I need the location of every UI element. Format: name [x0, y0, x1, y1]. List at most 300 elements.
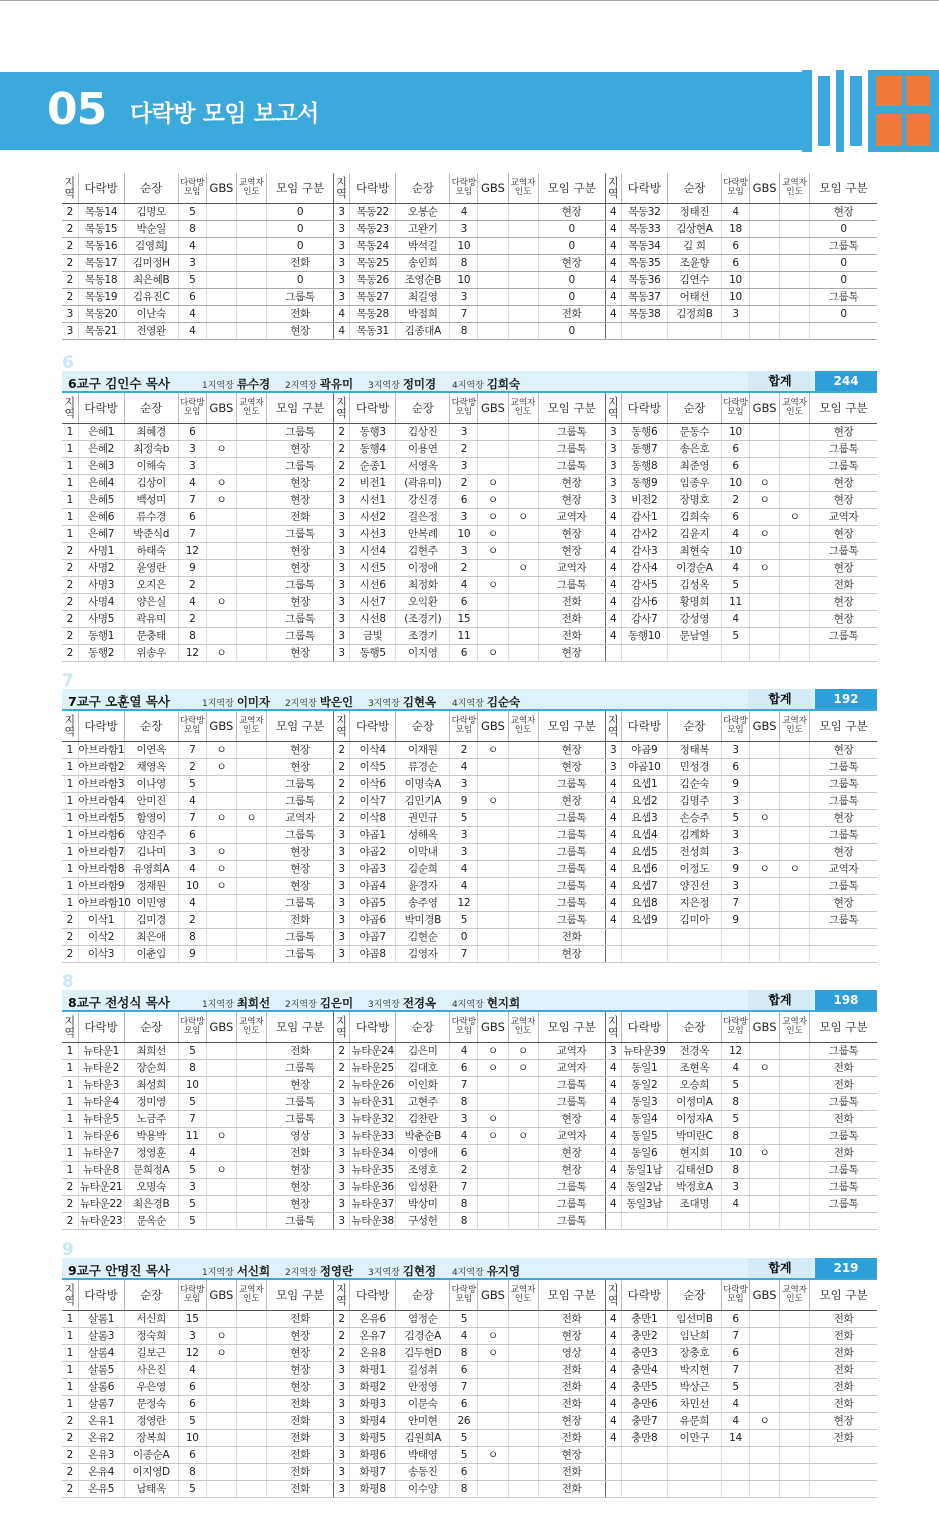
column-header-leader [667, 1280, 721, 1310]
table-cell: 3 [334, 491, 350, 508]
page-title: 다락방 모임 보고서 [130, 101, 319, 127]
table-cell: 전화 [538, 627, 605, 644]
table-cell: 2 [62, 593, 78, 610]
column-header-count [721, 393, 749, 423]
table-cell: 김나미 [124, 843, 178, 860]
table-cell: 민성경 [667, 758, 721, 775]
zone-leader-name: 김은미 [319, 996, 354, 1010]
table-cell: 4 [605, 809, 621, 826]
table-cell: 그룹톡 [266, 423, 333, 440]
table-cell: 3 [721, 843, 749, 860]
table-row [62, 877, 877, 894]
column-header-region [62, 393, 78, 423]
table-cell: 1 [62, 894, 78, 911]
table-cell [780, 1327, 810, 1344]
table-cell: 0 [538, 237, 605, 254]
table-cell: 감사2 [621, 525, 667, 542]
table-cell: 4 [721, 610, 749, 627]
table-cell: 3 [450, 826, 478, 843]
table-cell: 이삭5 [350, 758, 396, 775]
table-cell: 4 [178, 593, 206, 610]
table-cell: 4 [605, 1395, 621, 1412]
table-cell: 그룹톡 [810, 440, 877, 457]
table-cell: 2 [334, 741, 350, 758]
table-cell: 9 [721, 911, 749, 928]
table-cell: 이해숙 [124, 457, 178, 474]
table-cell: 야곱2 [350, 843, 396, 860]
table-cell: 10 [450, 525, 478, 542]
table-cell [508, 1412, 538, 1429]
table-cell: 2 [62, 911, 78, 928]
district-title: 9교구 안명진 목사 [68, 1263, 170, 1278]
table-cell: 문충태 [124, 627, 178, 644]
table-cell [478, 911, 508, 928]
table-cell [780, 741, 810, 758]
table-cell [236, 1361, 266, 1378]
table-cell: 4 [605, 911, 621, 928]
table-cell: 오명숙 [124, 1178, 178, 1195]
table-cell [750, 911, 780, 928]
table-row [62, 1144, 877, 1161]
table-cell [508, 741, 538, 758]
column-header-count [178, 393, 206, 423]
table-cell: 함영이 [124, 809, 178, 826]
table-cell [236, 1395, 266, 1412]
table-cell [780, 1059, 810, 1076]
table-cell: 야곱7 [350, 928, 396, 945]
table-cell [236, 288, 266, 305]
table-cell: 이만구 [667, 1429, 721, 1446]
table-cell: 목동18 [78, 271, 124, 288]
table-cell [478, 809, 508, 826]
table-cell: 전화 [538, 1463, 605, 1480]
table-cell: 15 [178, 1310, 206, 1327]
table-cell [478, 894, 508, 911]
column-header-text: 다락방 모임 [179, 177, 205, 197]
table-cell: ㅇ [750, 1144, 780, 1161]
table-cell [508, 254, 538, 271]
table-cell [236, 440, 266, 457]
column-header-leader [124, 1280, 178, 1310]
table-cell [810, 1446, 877, 1463]
column-header-text: 지역 [607, 395, 619, 420]
table-cell: 4 [178, 792, 206, 809]
table-cell: 정영훈 [124, 1144, 178, 1161]
column-header-evangel [508, 711, 538, 741]
table-cell [750, 254, 780, 271]
table-cell: 영상 [266, 1127, 333, 1144]
column-header-text: GBS [752, 400, 777, 415]
table-cell: 4 [605, 593, 621, 610]
table-cell: 5 [721, 1076, 749, 1093]
table-cell: 12 [178, 542, 206, 559]
table-cell: 3 [334, 911, 350, 928]
table-cell: 0 [266, 237, 333, 254]
column-header-leader [124, 1012, 178, 1042]
table-cell: 3 [334, 203, 350, 220]
table-cell: ㅇ [206, 843, 236, 860]
table-cell: 2 [450, 1161, 478, 1178]
table-cell [236, 1327, 266, 1344]
table-cell: 이연옥 [124, 741, 178, 758]
table-cell [667, 928, 721, 945]
column-header-kind [266, 1012, 333, 1042]
table-cell [780, 237, 810, 254]
zone-leader-name: 김희숙 [486, 377, 521, 391]
table-row [62, 1395, 877, 1412]
table-cell: 김윤지 [667, 525, 721, 542]
table-cell: 4 [450, 1042, 478, 1059]
table-cell: 동일2 [621, 1076, 667, 1093]
zone-leader [202, 694, 270, 710]
table-cell: 3 [334, 508, 350, 525]
table-cell: 6 [721, 508, 749, 525]
table-cell [508, 542, 538, 559]
table-cell: 3 [62, 305, 78, 322]
table-cell [750, 1178, 780, 1195]
table-cell: 현장 [810, 474, 877, 491]
table-cell: 3 [334, 220, 350, 237]
table-cell [780, 843, 810, 860]
table-cell [236, 860, 266, 877]
column-header-count [450, 1012, 478, 1042]
table-cell [780, 1042, 810, 1059]
table-cell: 이민영 [124, 894, 178, 911]
table-cell: 현장 [810, 491, 877, 508]
table-cell: 현장 [266, 491, 333, 508]
table-cell: 최성희 [124, 1076, 178, 1093]
table-cell: 3 [721, 792, 749, 809]
table-cell: 2 [62, 1429, 78, 1446]
table-cell [780, 322, 810, 339]
table-cell: 5 [450, 809, 478, 826]
table-cell: 2 [62, 203, 78, 220]
table-cell: 살롬4 [78, 1344, 124, 1361]
table-cell: 1 [62, 809, 78, 826]
district-table [62, 1012, 877, 1230]
table-cell: 3 [334, 1412, 350, 1429]
table-cell: 4 [178, 322, 206, 339]
table-cell: 은혜2 [78, 440, 124, 457]
table-cell: 4 [178, 894, 206, 911]
table-cell [478, 593, 508, 610]
table-cell: 그룹톡 [810, 826, 877, 843]
table-cell: 현장 [810, 559, 877, 576]
table-cell: 4 [605, 220, 621, 237]
table-cell: 김원희A [396, 1429, 450, 1446]
table-cell: 현장 [266, 542, 333, 559]
table-cell: 26 [450, 1412, 478, 1429]
column-header-gbs [750, 1012, 780, 1042]
table-cell: 김두현D [396, 1344, 450, 1361]
table-cell [508, 758, 538, 775]
table-cell: 오봉순 [396, 203, 450, 220]
table-cell [236, 593, 266, 610]
table-cell: ㅇ [206, 644, 236, 661]
column-header-leader [667, 393, 721, 423]
table-cell: 8 [178, 1059, 206, 1076]
column-header-count [721, 173, 749, 203]
table-cell [780, 474, 810, 491]
table-cell [780, 305, 810, 322]
table-cell: 손승주 [667, 809, 721, 826]
table-cell: 3 [334, 1093, 350, 1110]
column-header-text: GBS [481, 1019, 505, 1034]
table-cell: 2 [62, 576, 78, 593]
table-cell [780, 1446, 810, 1463]
column-header-text: 다락방 모임 [723, 1016, 748, 1036]
table-cell [236, 627, 266, 644]
table-cell: 동일3 [621, 1093, 667, 1110]
table-cell [780, 1378, 810, 1395]
table-header-row [62, 1012, 877, 1042]
table-cell: 5 [178, 271, 206, 288]
table-cell [780, 758, 810, 775]
table-cell: 3 [334, 945, 350, 962]
table-cell: 전화 [810, 1344, 877, 1361]
table-cell: 7 [178, 741, 206, 758]
table-cell: 김정희B [667, 305, 721, 322]
table-cell: 4 [605, 826, 621, 843]
table-cell [236, 220, 266, 237]
table-cell: 이삭2 [78, 928, 124, 945]
table-cell: 2 [178, 610, 206, 627]
column-header-region [334, 1280, 350, 1310]
zone-leader-name: 유지영 [486, 1264, 521, 1278]
table-cell [780, 593, 810, 610]
column-header-text: 다락방 모임 [723, 177, 748, 197]
table-cell: 윤경자 [396, 877, 450, 894]
table-cell [508, 220, 538, 237]
table-cell: 현장 [538, 1144, 605, 1161]
table-cell [508, 491, 538, 508]
column-header-count [450, 393, 478, 423]
district-title: 6교구 김인수 목사 [68, 376, 170, 391]
table-cell: 위송우 [124, 644, 178, 661]
table-cell [750, 627, 780, 644]
table-row [62, 305, 877, 322]
table-cell: 3 [334, 1127, 350, 1144]
table-cell: 8 [450, 1212, 478, 1229]
table-cell [236, 1344, 266, 1361]
column-header-gbs [478, 1012, 508, 1042]
table-cell: 4 [605, 1059, 621, 1076]
table-cell: 아브라함7 [78, 843, 124, 860]
table-cell [236, 1042, 266, 1059]
table-row [62, 1361, 877, 1378]
table-cell: 이삭4 [350, 741, 396, 758]
table-cell: 그룹톡 [810, 288, 877, 305]
table-cell [780, 627, 810, 644]
table-cell: 살롬3 [78, 1327, 124, 1344]
table-cell: 3 [334, 894, 350, 911]
table-cell: 현장 [810, 593, 877, 610]
table-cell: 최희선 [124, 1042, 178, 1059]
column-header-text: GBS [481, 718, 505, 733]
table-cell: 전화 [810, 1059, 877, 1076]
table-cell: 성해옥 [396, 826, 450, 843]
table-cell: 양진주 [124, 826, 178, 843]
table-row [62, 1429, 877, 1446]
table-cell [206, 1361, 236, 1378]
table-cell [236, 945, 266, 962]
table-cell: 전화 [266, 1395, 333, 1412]
table-cell [750, 792, 780, 809]
table-cell: 전화 [266, 508, 333, 525]
column-header-text: 다락방 모임 [179, 397, 205, 417]
table-cell [605, 928, 621, 945]
district-table [62, 711, 877, 963]
table-cell: 아브라함5 [78, 809, 124, 826]
column-header-text: 다락방 [356, 1019, 390, 1034]
table-cell: 문정숙 [124, 1395, 178, 1412]
table-cell: 조영순B [396, 271, 450, 288]
table-cell: 3 [450, 508, 478, 525]
table-cell: 4 [178, 1361, 206, 1378]
table-cell: 2 [62, 1412, 78, 1429]
zone-label: 4지역장 [452, 381, 484, 391]
table-cell [508, 305, 538, 322]
table-cell: 현장 [266, 1327, 333, 1344]
table-cell: 유문희 [667, 1412, 721, 1429]
table-cell [236, 911, 266, 928]
table-cell: 3 [178, 254, 206, 271]
table-cell: 전화 [538, 593, 605, 610]
table-cell [721, 1446, 749, 1463]
table-cell: 김현주 [396, 542, 450, 559]
table-cell: 김영자 [396, 945, 450, 962]
table-cell: 비전1 [350, 474, 396, 491]
table-cell: 충만5 [621, 1378, 667, 1395]
table-cell: 현장 [810, 894, 877, 911]
table-cell: 6 [450, 593, 478, 610]
zone-leader-name: 박은인 [319, 695, 354, 709]
table-cell: 3 [334, 627, 350, 644]
table-cell: 하태숙 [124, 542, 178, 559]
column-header-text: 모임 구분 [275, 718, 325, 733]
table-cell: 목동27 [350, 288, 396, 305]
table-cell: 4 [605, 1178, 621, 1195]
column-header-text: 교역자 인도 [239, 177, 264, 197]
zone-leader [202, 376, 270, 392]
table-cell [236, 644, 266, 661]
table-cell: 이삭8 [350, 809, 396, 826]
column-header-count [450, 1280, 478, 1310]
table-cell: 이영애 [396, 1144, 450, 1161]
table-cell: 최정화 [396, 576, 450, 593]
table-cell [780, 1361, 810, 1378]
table-cell: 7 [450, 1076, 478, 1093]
table-cell: 10 [450, 271, 478, 288]
table-cell: 4 [605, 877, 621, 894]
table-cell: 1 [62, 877, 78, 894]
table-cell: 목동34 [621, 237, 667, 254]
table-cell: ㅇ [478, 792, 508, 809]
table-cell [478, 1429, 508, 1446]
table-cell: 동일3남 [621, 1195, 667, 1212]
table-cell: 6 [178, 508, 206, 525]
table-cell: 4 [721, 1412, 749, 1429]
table-cell: 그룹톡 [810, 237, 877, 254]
table-cell: 요셉3 [621, 809, 667, 826]
total-label: 합계 [748, 1258, 812, 1278]
zone-label: 4지역장 [452, 699, 484, 709]
table-cell: 감사6 [621, 593, 667, 610]
column-header-evangel [780, 1012, 810, 1042]
table-cell [780, 254, 810, 271]
table-cell: ㅇ [478, 1042, 508, 1059]
table-cell: 5 [178, 203, 206, 220]
table-cell: ㅇ [478, 525, 508, 542]
table-cell: 사명5 [78, 610, 124, 627]
table-cell [236, 474, 266, 491]
table-cell: 야곱3 [350, 860, 396, 877]
table-cell [478, 220, 508, 237]
table-row [62, 911, 877, 928]
table-cell: 김순희 [396, 860, 450, 877]
table-cell: 목동24 [350, 237, 396, 254]
table-cell: 6 [178, 1395, 206, 1412]
table-cell: 현장 [538, 644, 605, 661]
table-row [62, 576, 877, 593]
table-cell: 뉴타운1 [78, 1042, 124, 1059]
table-cell: 3 [605, 741, 621, 758]
table-cell: 2 [334, 1310, 350, 1327]
table-cell: 9 [178, 945, 206, 962]
table-cell: 김연수 [667, 271, 721, 288]
table-cell: ㅇ [508, 1059, 538, 1076]
table-cell: 전성희 [667, 843, 721, 860]
table-cell [780, 457, 810, 474]
column-header-gbs [206, 393, 236, 423]
table-cell: 김현순 [396, 928, 450, 945]
table-cell [810, 1480, 877, 1497]
zone-leader [452, 376, 520, 392]
table-cell: ㅇ [478, 1344, 508, 1361]
table-row [62, 559, 877, 576]
table-cell: 2 [62, 1446, 78, 1463]
table-cell: 조영호 [396, 1161, 450, 1178]
table-cell: 2 [62, 644, 78, 661]
table-cell: 전화 [810, 576, 877, 593]
column-header-text: 교역자 인도 [782, 715, 807, 735]
table-cell: 오승희 [667, 1076, 721, 1093]
column-header-text: 모임 구분 [275, 180, 325, 195]
column-header-group [78, 1012, 124, 1042]
column-header-text: 교역자 인도 [239, 1016, 264, 1036]
table-cell [605, 1212, 621, 1229]
table-cell: 김계화 [667, 826, 721, 843]
table-cell: 2 [62, 237, 78, 254]
zone-leader-name: 김현옥 [402, 695, 437, 709]
table-cell: 뉴타운39 [621, 1042, 667, 1059]
column-header-text: 다락방 모임 [179, 1016, 205, 1036]
table-cell: 2 [450, 440, 478, 457]
table-cell: 1 [62, 1310, 78, 1327]
table-cell: 현장 [266, 1344, 333, 1361]
table-cell [605, 644, 621, 661]
table-cell [750, 644, 780, 661]
table-cell [667, 1446, 721, 1463]
table-cell [236, 1178, 266, 1195]
zone-label: 4지역장 [452, 1268, 484, 1278]
table-cell [236, 928, 266, 945]
table-cell [750, 894, 780, 911]
total-label: 합계 [748, 689, 812, 709]
table-cell [236, 1412, 266, 1429]
table-cell: 전화 [266, 1446, 333, 1463]
column-header-text: GBS [481, 1287, 505, 1302]
